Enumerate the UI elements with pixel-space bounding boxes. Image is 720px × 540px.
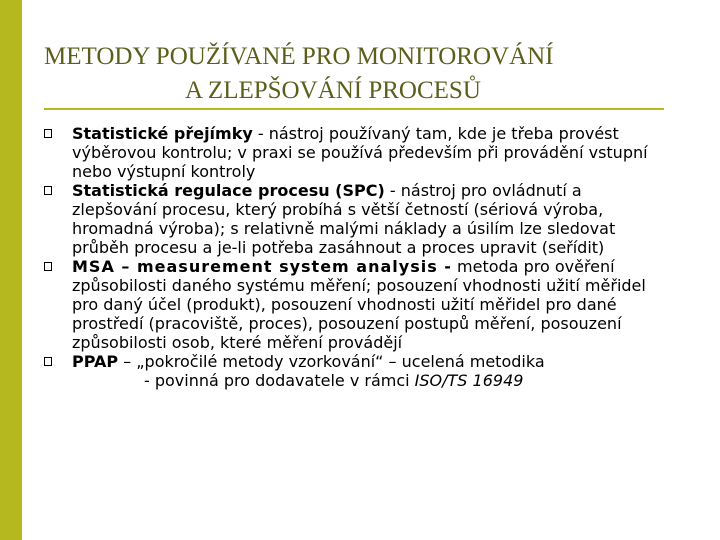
- title-divider: [44, 108, 664, 110]
- list-item: [44, 257, 669, 352]
- list-item: [44, 124, 669, 181]
- item-text: - nástroj pro ovládnutí a zlepšování procesu, který probíhá s větší četností (sériová výroba, hromadná výroba); s relativně malými náklady a úsilím lze sledovat průběh procesu a je-li potřeba zasáhnout a proces upravit (seřídit): [72, 181, 616, 257]
- list-item: [44, 181, 669, 257]
- title-line-1: METODY POUŽÍVANÉ PRO MONITOROVÁNÍ: [44, 43, 554, 70]
- bullet-list: [44, 124, 669, 390]
- title-line-2: A ZLEPŠOVÁNÍ PROCESŮ: [185, 77, 481, 104]
- accent-sidebar: [0, 0, 22, 540]
- hollow-square-icon: [44, 186, 52, 195]
- hollow-square-icon: [44, 129, 52, 138]
- item-heading: Statistické přejímky: [72, 124, 253, 143]
- item-heading: Statistická regulace procesu (SPC): [72, 181, 385, 200]
- list-item: [44, 352, 669, 390]
- item-continuation-text: - povinná pro dodavatele v rámci: [144, 371, 415, 390]
- item-text: - nástroj používaný tam, kde je třeba provést výběrovou kontrolu; v praxi se používá především při provádění vstupní nebo výstupní kontroly: [72, 124, 648, 181]
- standard-reference: ISO/TS 16949: [414, 371, 524, 390]
- item-text: – „pokročilé metody vzorkování“ – ucelená metodika: [118, 352, 545, 371]
- item-text: metoda pro ověření způsobilosti daného systému měření; posouzení vhodnosti užití měřidel pro daný účel (produkt), posouzení vhodnosti užití měřidel pro dané prostředí (pracoviště, proces), posouzení postupů měření, posouzení způsobilosti osob, které měření provádějí: [72, 257, 646, 352]
- hollow-square-icon: [44, 262, 52, 271]
- item-heading: PPAP: [72, 352, 119, 371]
- item-heading: MSA – measurement system analysis -: [72, 257, 452, 276]
- slide-title: [44, 40, 684, 108]
- hollow-square-icon: [44, 357, 52, 366]
- item-continuation: [72, 371, 669, 390]
